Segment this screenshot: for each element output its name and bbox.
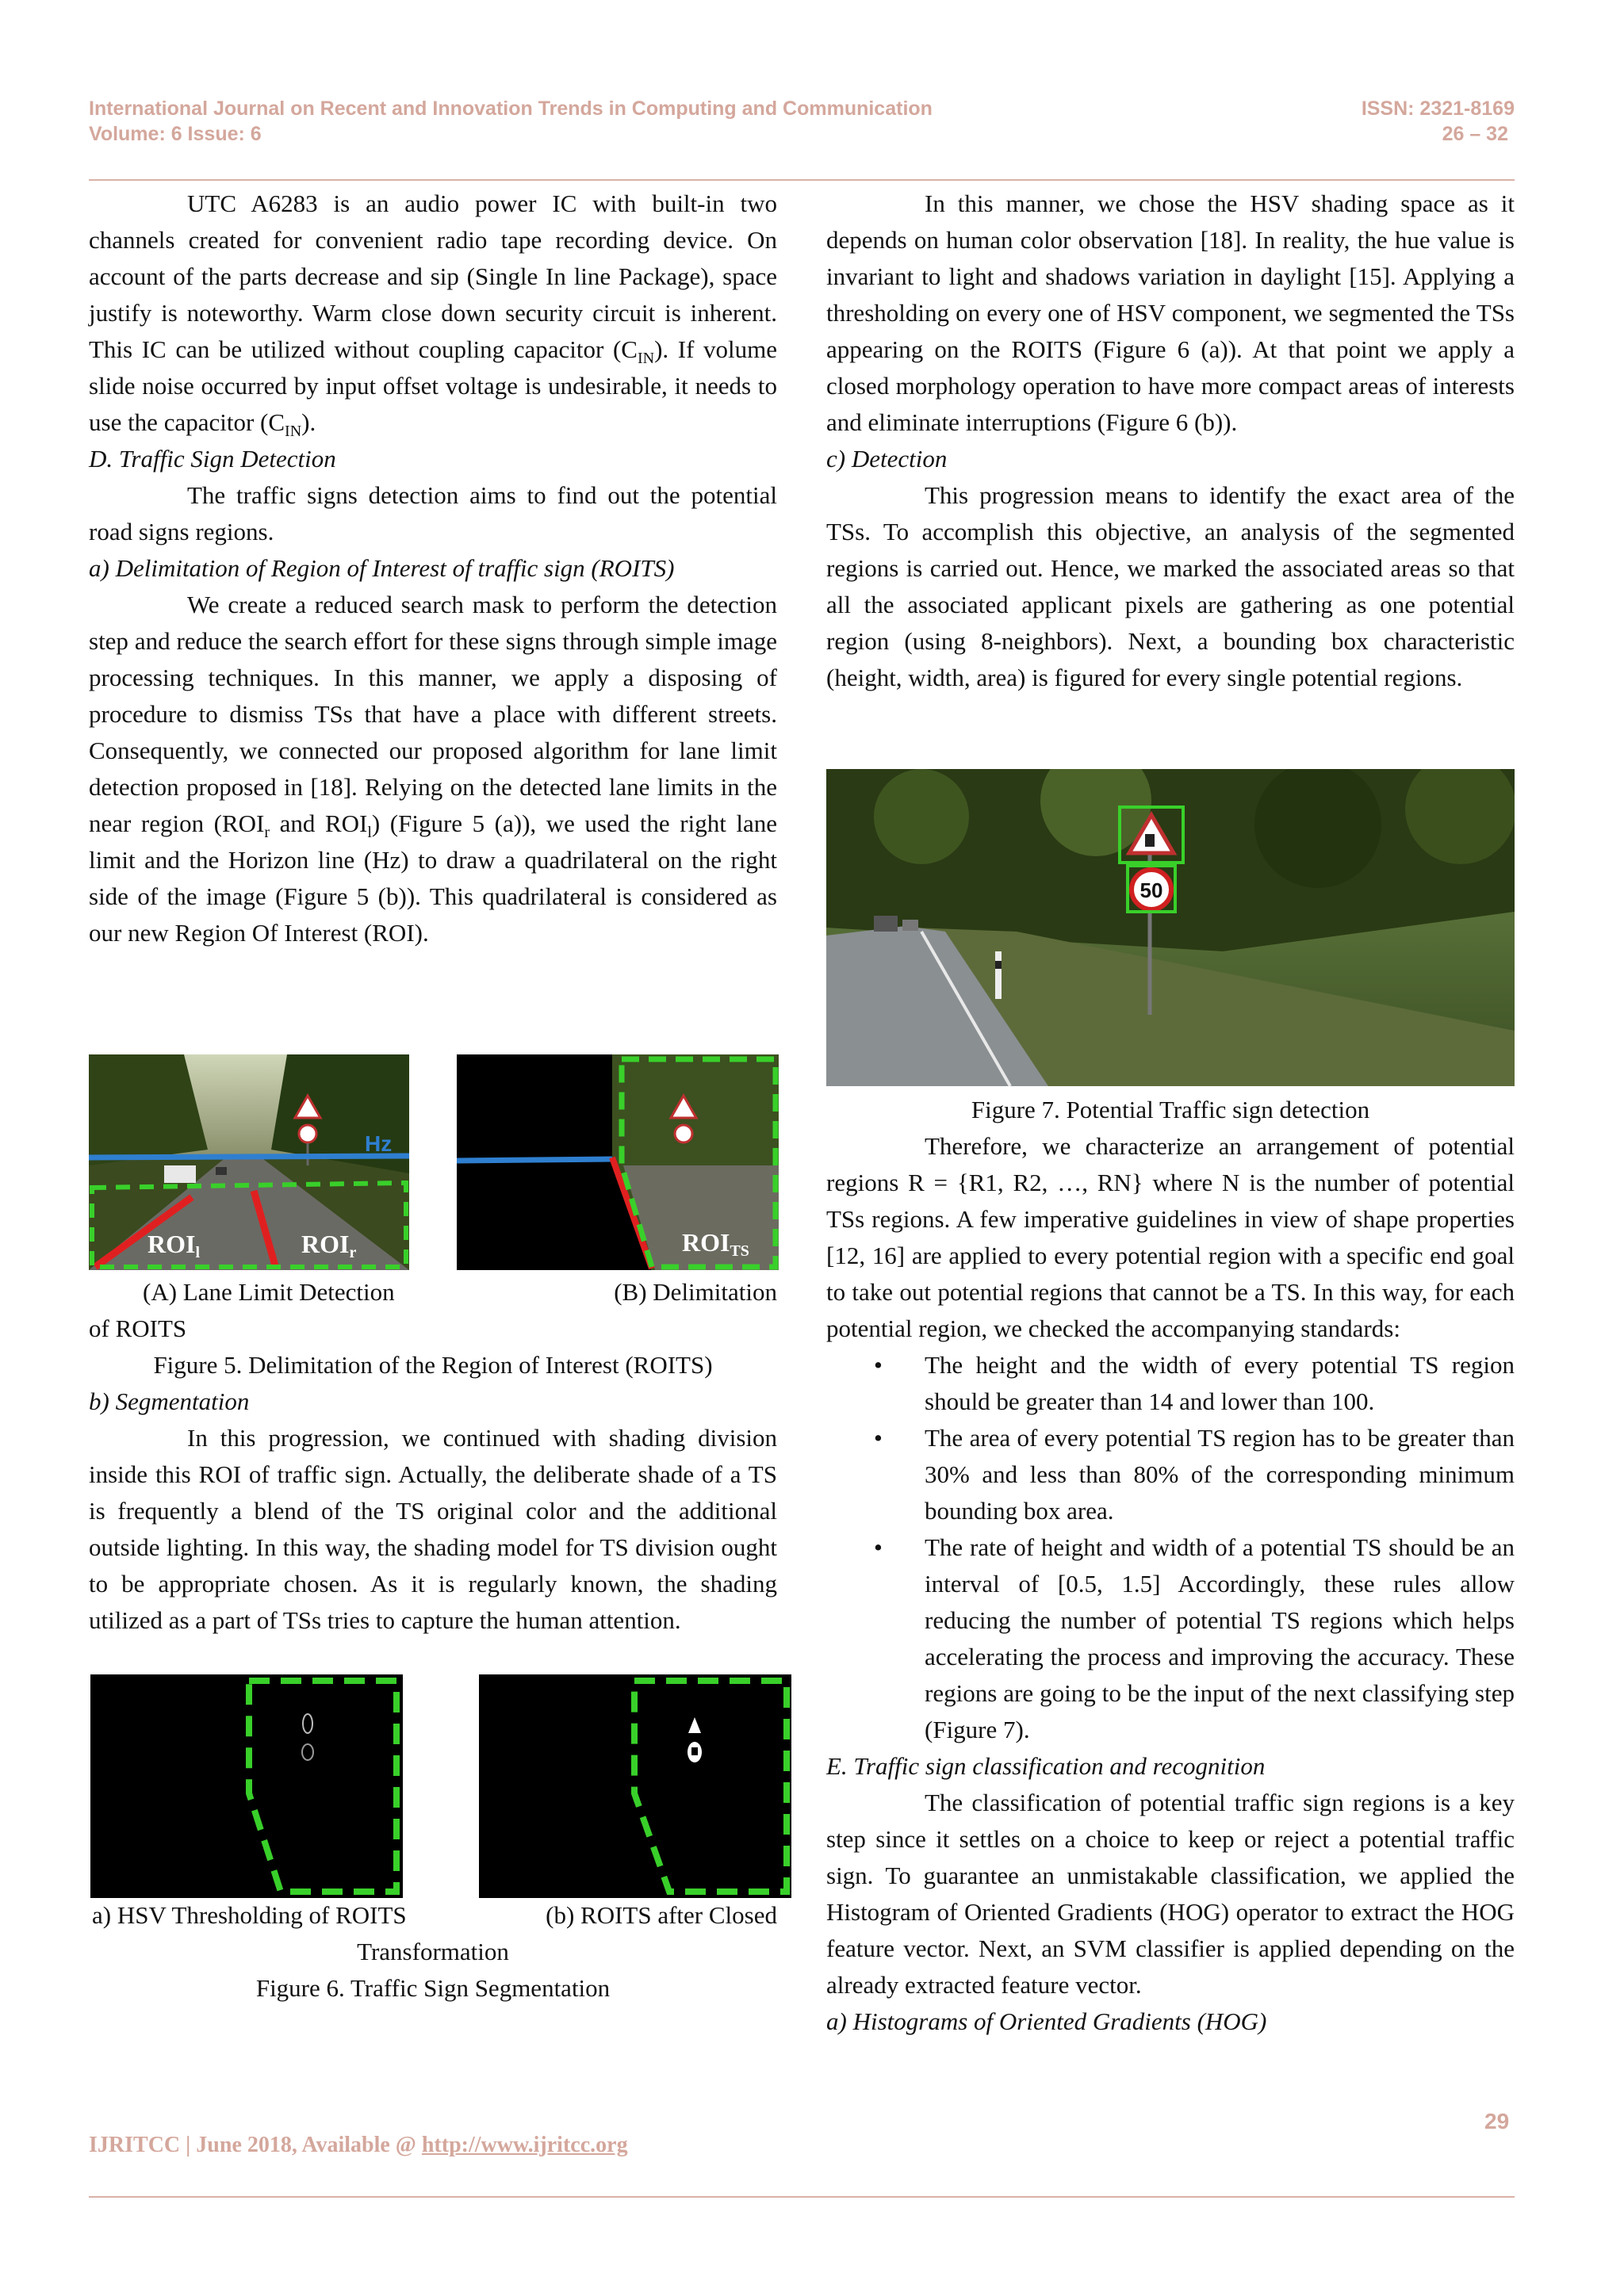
paragraph-hsv: In this manner, we chose the HSV shading space as it depends on human color observation [18]. In reality, the hue value is invariant to light and shadows variation in daylight [15]. Applying a thresholding on every one of HSV component, we segmented the TSs appearing on the ROITS (Figure 6 (a)). At that point we apply a closed morphology operation to have more compact areas of interests and eliminate interruptions (Figure 6 (b)). xyxy=(826,189,1515,436)
issn: ISSN: 2321-8169 xyxy=(1361,98,1515,120)
figure-5a-lane-detection xyxy=(89,1054,409,1270)
paragraph-classification: The classification of potential traffic sign regions is a key step since it settles on a choice to keep or reject a potential traffic sign. To guarantee an unmistakable classification, we applied the Histogram of Oriented Gradients (HOG) operator to extract the HOG feature vector. Next, an SVM classifier is applied depending on the already extracted feature vector. xyxy=(826,1789,1515,1999)
left-column xyxy=(89,186,777,951)
subsection-heading-b: b) Segmentation xyxy=(89,1387,250,1415)
paragraph-utc: UTC A6283 is an audio power IC with built-in two channels created for convenient radio tape recording device. On account of the parts decrease and sip (Single In line Package), space justify is noteworthy. Warm close down security circuit is inherent. This IC can be utilized without coupling capacitor $(C_{IN})$. If volume slide noise occurred by input offset voltage is undesirable, it needs to use the capacitor $(C_{IN})$. xyxy=(89,189,777,441)
figure-6b-closed-transformation xyxy=(479,1674,791,1898)
figure-5-caption: Figure 5. Delimitation of the Region of Interest (ROITS) xyxy=(153,1351,713,1379)
figure-6a-subcaption: a) HSV Thresholding of ROITS xyxy=(92,1901,407,1929)
fig7-speed-limit: 50 xyxy=(1139,878,1163,902)
figure-5a-subcaption: (A) Lane Limit Detection xyxy=(143,1278,395,1306)
figure-5-captions xyxy=(89,1274,777,1639)
right-column-bottom xyxy=(826,1092,1515,2040)
criteria-item-1: • The height and the width of every potential TS region should be greater than 14 and lower than 100. xyxy=(874,1351,1515,1415)
svg-text:ROITS: ROITS xyxy=(682,1228,749,1260)
section-heading-e: E. Traffic sign classification and recognition xyxy=(826,1752,1266,1780)
figure-7-caption: Figure 7. Potential Traffic sign detection xyxy=(971,1096,1370,1123)
figure-6-subcaption-continued: Transformation xyxy=(357,1938,509,1965)
paragraph-segmentation: In this progression, we continued with shading division inside this ROI of traffic sign. Actually, the deliberate shade of a TS is frequently a blend of the TS original color and the additional outside lighting. In this way, the shading model for TS division ought to be appropriate chosen. As it is regularly known, the shading utilized as a part of TSs tries to capture the human attention. xyxy=(89,1424,777,1634)
subsection-heading-c: c) Detection xyxy=(826,445,948,473)
paragraph-potential-regions: Therefore, we characterize an arrangement of potential regions R = {R1, R2, …, RN} where N is the number of potential TSs regions. A few imperative guidelines in view of shape properties [12, 16] are applied to every potential region with a specific end goal to take out potential regions that cannot be a TS. In this way, for each potential region, we checked the accompanying standards: xyxy=(826,1132,1515,1342)
svg-text:ROIr: ROIr xyxy=(301,1230,357,1261)
subsection-heading-a: a) Delimitation of Region of Interest of traffic sign (ROITS) xyxy=(89,554,675,582)
criteria-item-2: • The area of every potential TS region has to be greater than 30% and less than 80% of the corresponding minimum bounding box area. xyxy=(874,1424,1515,1525)
journal-link[interactable]: http://www.ijritcc.org xyxy=(421,2133,628,2157)
figure-6a-hsv-thresholding xyxy=(90,1674,403,1898)
section-heading-d: D. Traffic Sign Detection xyxy=(89,445,336,473)
figure-5b-delimitation xyxy=(457,1054,779,1270)
paragraph-detection: The traffic signs detection aims to find out the potential road signs regions. xyxy=(89,481,777,545)
page-number: 29 xyxy=(1484,2109,1510,2133)
footer-text: IJRITCC | June 2018, Available @ http://www.ijritcc.org xyxy=(89,2133,628,2157)
footer-rule xyxy=(89,2196,1515,2198)
hz-label: Hz xyxy=(365,1131,393,1156)
figure-5b-subcaption: (B) Delimitation xyxy=(614,1278,777,1306)
figure-5-subcaption-continued: of ROITS xyxy=(89,1314,187,1342)
figure-6-captions xyxy=(89,1897,777,2007)
criteria-list xyxy=(826,1347,1515,1748)
figure-6b-subcaption: (b) ROITS after Closed xyxy=(546,1901,777,1929)
figure-7-traffic-sign-detection xyxy=(826,769,1515,1086)
criteria-item-3: • The rate of height and width of a potential TS should be an interval of [0.5, 1.5] Accordingly, these rules allow reducing the number of potential TS regions which helps accelerating the process and improving the accuracy. These regions are going to be the input of the next classifying step (Figure 7). xyxy=(874,1533,1515,1743)
header-rule xyxy=(89,179,1515,181)
subsection-heading-hog: a) Histograms of Oriented Gradients (HOG) xyxy=(826,2007,1267,2035)
svg-text:ROIl: ROIl xyxy=(147,1230,201,1261)
paragraph-roits: We create a reduced search mask to perform the detection step and reduce the search effort for these signs through simple image processing techniques. In this manner, we apply a disposing of procedure to dismiss TSs that have a place with different streets. Consequently, we connected our proposed algorithm for lane limit detection proposed in [18]. Relying on the detected lane limits in the near region ($ROI_r$ and $ROI_l$) (Figure 5 (a)), we used the right lane limit and the Horizon line (Hz) to draw a quadrilateral on the right side of the image (Figure 5 (b)). This quadrilateral is considered as our new Region Of Interest (ROI). xyxy=(89,591,778,947)
volume-issue: Volume: 6 Issue: 6 xyxy=(89,123,262,145)
journal-title: International Journal on Recent and Innovation Trends in Computing and Communication xyxy=(89,98,933,120)
page-range: 26 – 32 xyxy=(1442,123,1508,145)
figure-6-caption: Figure 6. Traffic Sign Segmentation xyxy=(255,1974,611,2002)
paragraph-detection-area: This progression means to identify the exact area of the TSs. To accomplish this objective, an analysis of the segmented regions is carried out. Hence, we marked the associated areas so that all the associated applicant pixels are gathering as one potential region (using 8-neighbors). Next, a bounding box characteristic (height, width, area) is figured for every single potential regions. xyxy=(826,481,1515,691)
right-column-top xyxy=(826,186,1515,696)
